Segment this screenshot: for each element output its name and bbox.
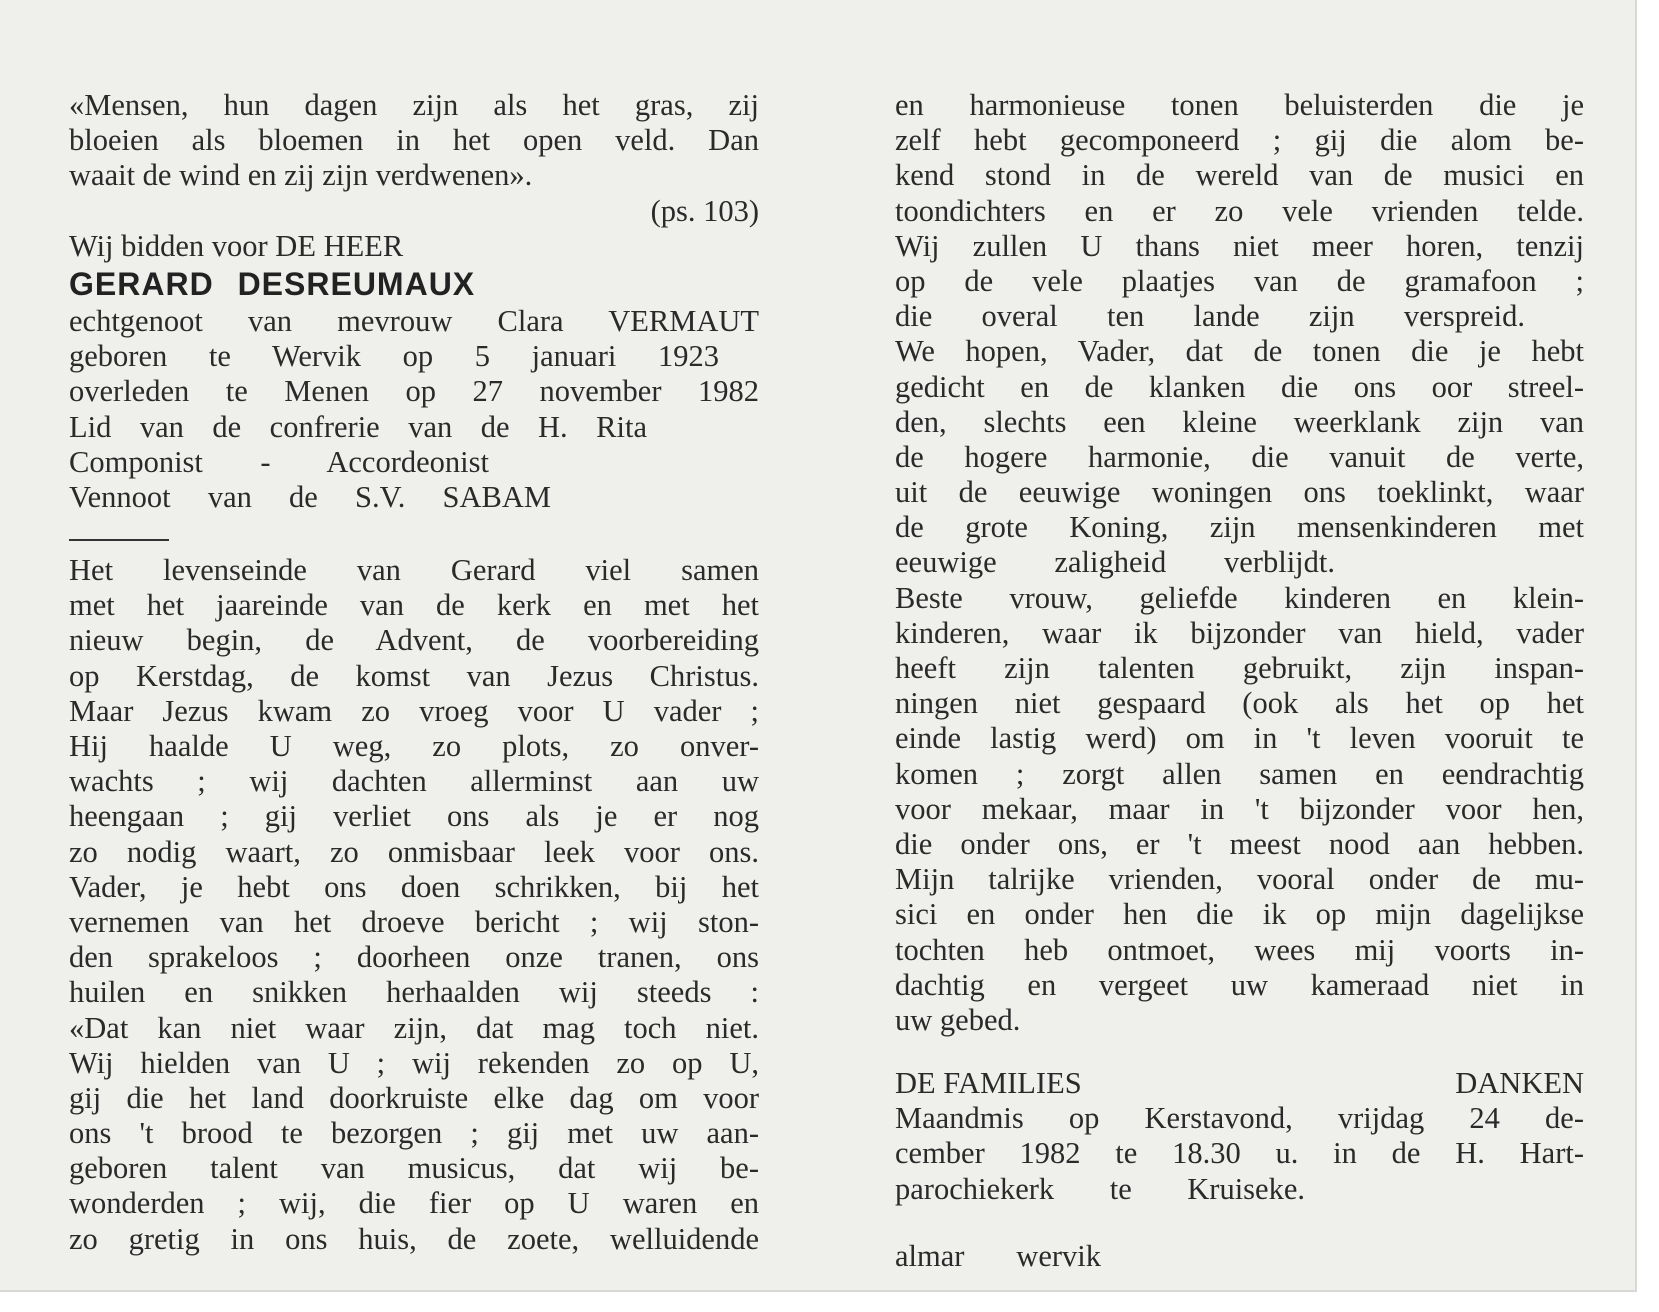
detail-line: echtgenoot van mevrouw Clara VERMAUT [69,303,759,338]
detail-line: Lid van de confrerie van de H. Rita [69,409,647,444]
text-line: met het jaareinde van de kerk en met het [69,588,759,623]
text-line: ningen niet gespaard (ook als het op het [895,686,1584,721]
mass-line: parochiekerk te Kruiseke. [895,1171,1305,1206]
text-line: den sprakeloos ; doorheen onze tranen, ons [69,940,759,975]
printer-credit: almar wervik [895,1238,1101,1273]
text-line: Maar Jezus kwam zo vroeg voor U vader ; [69,693,759,728]
detail-line: geboren te Wervik op 5 januari 1923 [69,339,719,374]
text-line: wachts ; wij dachten allerminst aan uw [69,764,759,799]
text-line: gij die het land doorkruiste elke dag om voor [69,1080,759,1115]
left-column [69,88,759,1257]
text-line: ons 't brood te bezorgen ; gij met uw aan- [69,1116,759,1151]
separator-rule [69,539,169,541]
text-line: Wij hielden van U ; wij rekenden zo op U, [69,1045,759,1080]
text-line: heengaan ; gij verliet ons als je er nog [69,799,759,834]
families-thanks-line [895,1066,1584,1101]
text-line: We hopen, Vader, dat de tonen die je hebt [895,334,1584,369]
quote-line: waait de wind en zij zijn verdwenen». [69,158,533,193]
detail-line: overleden te Menen op 27 november 1982 [69,374,759,409]
text-line: «Dat kan niet waar zijn, dat mag toch niet. [69,1010,759,1045]
text-line: zo nodig waart, zo onmisbaar leek voor ons. [69,834,759,869]
text-line: Hij haalde U weg, zo plots, zo onver- [69,729,759,763]
text-line: de hogere harmonie, die vanuit de verte, [895,439,1584,474]
text-line: geboren talent van musicus, dat wij be- [69,1151,759,1186]
text-line: den, slechts een kleine weerklank zijn van [895,404,1584,439]
text-line: nieuw begin, de Advent, de voorbereiding [69,623,759,658]
detail-line: Vennoot van de S.V. SABAM [69,479,551,514]
text-line: de grote Koning, zijn mensenkinderen met [895,510,1584,545]
text-line: wonderden ; wij, die fier op U waren en [69,1186,759,1221]
text-line: einde lastig werd) om in 't leven vooruit te [895,721,1584,756]
text-line: vernemen van het droeve bericht ; wij ston- [69,904,759,939]
text-line: en harmonieuse tonen beluisterden die je [895,88,1584,122]
text-line: kinderen, waar ik bijzonder van hield, vader [895,615,1584,650]
mass-line: cember 1982 te 18.30 u. in de H. Hart- [895,1136,1584,1171]
text-line: tochten heb ontmoet, wees mij voorts in- [895,932,1584,967]
text-line: Vader, je hebt ons doen schrikken, bij het [69,869,759,904]
quote-line: bloeien als bloemen in het open veld. Dan [69,123,759,158]
text-line: toondichters en er zo vele vrienden telde. [895,193,1584,228]
text-line: op de vele plaatjes van de gramafoon ; [895,263,1584,298]
text-line: zelf hebt gecomponeerd ; gij die alom be- [895,123,1584,158]
thanks-label: DANKEN [1455,1066,1584,1101]
families-label: DE FAMILIES [895,1066,1082,1101]
text-line: uit de eeuwige woningen ons toeklinkt, waar [895,475,1584,510]
text-line: die overal ten lande zijn verspreid. [895,299,1525,334]
text-line: eeuwige zaligheid verblijdt. [895,545,1335,580]
text-line: gedicht en de klanken die ons oor streel- [895,369,1584,404]
text-line: heeft zijn talenten gebruikt, zijn inspan- [895,651,1584,685]
right-column [895,88,1584,1274]
text-line: Het levenseinde van Gerard viel samen [69,553,759,588]
text-line: komen ; zorgt allen samen en eendrachtig [895,756,1584,791]
mass-line: Maandmis op Kerstavond, vrijdag 24 de- [895,1101,1584,1136]
quote-line: «Mensen, hun dagen zijn als het gras, zij [69,88,759,122]
quote-reference: (ps. 103) [650,193,759,228]
text-line: huilen en snikken herhaalden wij steeds : [69,975,759,1010]
text-line: sici en onder hen die ik op mijn dagelijkse [895,897,1584,932]
text-line: Mijn talrijke vrienden, vooral onder de mu- [895,862,1584,897]
deceased-name: GERARD DESREUMAUX [69,265,476,302]
text-line: zo gretig in ons huis, de zoete, welluidende [69,1221,759,1256]
text-line: uw gebed. [895,1002,1021,1037]
prayer-line: Wij bidden voor DE HEER [69,228,404,263]
text-line: voor mekaar, maar in 't bijzonder voor hen, [895,791,1584,826]
text-line: dachtig en vergeet uw kameraad niet in [895,967,1584,1002]
text-line: kend stond in de wereld van de musici en [895,158,1584,193]
text-line: op Kerstdag, de komst van Jezus Christus. [69,658,759,693]
text-line: die onder ons, er 't meest nood aan hebben. [895,826,1584,861]
text-line: Wij zullen U thans niet meer horen, tenzij [895,228,1584,263]
detail-line: Componist - Accordeonist [69,444,489,479]
text-line: Beste vrouw, geliefde kinderen en klein- [895,580,1584,615]
